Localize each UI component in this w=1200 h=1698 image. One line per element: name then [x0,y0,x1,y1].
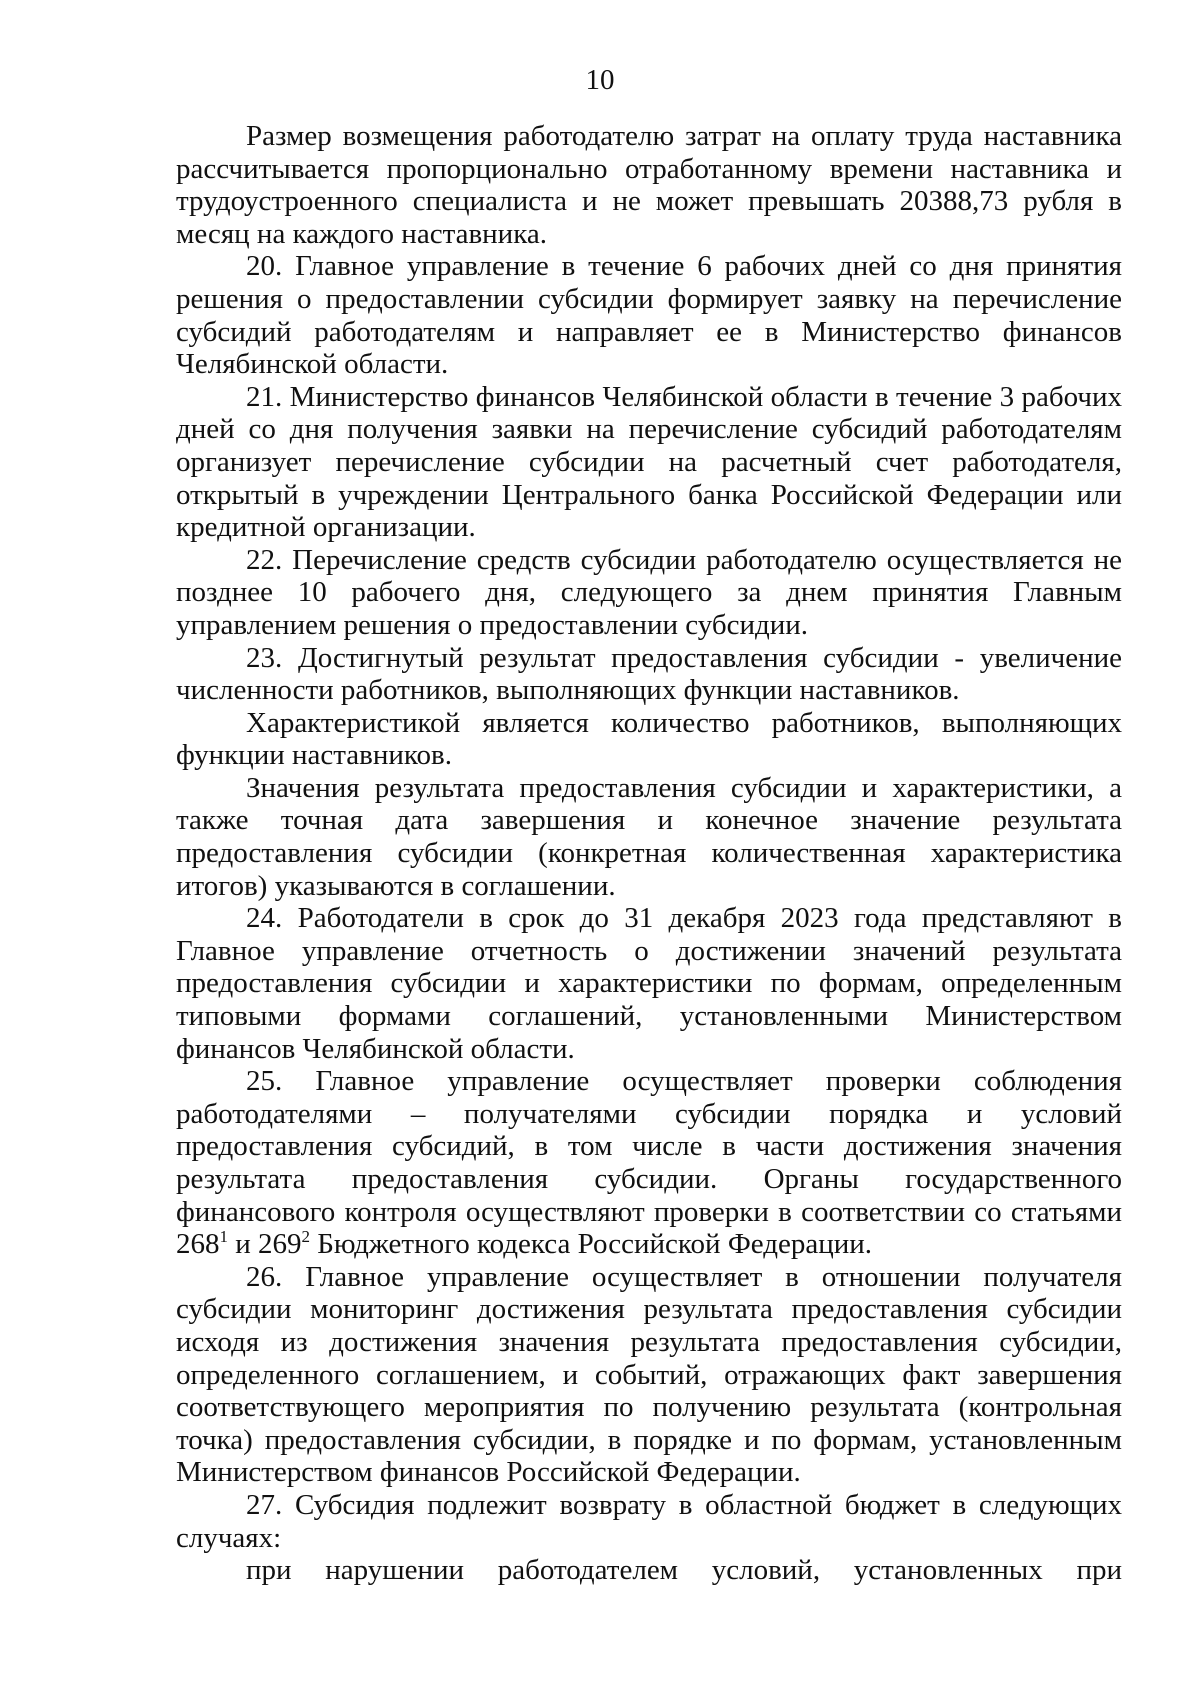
document-body [176,120,1122,1587]
paragraph-result-values: Значения результата предоставления субсидии и характеристики, а также точная дата завершения и конечное значение результата предоставления субсидии (конкретная количественная характеристика итогов) указываются в соглашении. [176,771,1122,902]
paragraph-characteristic: Характеристикой является количество работников, выполняющих функции наставников. [176,706,1122,772]
paragraph-24: 24. Работодатели в срок до 31 декабря 2023 года представляют в Главное управление отчетность о достижении значений результата предоставления субсидии и характеристики по формам, определенным типовыми формами соглашений, установленными Министерством финансов Челябинской области. [176,902,1122,1065]
page-number: 10 [585,64,615,96]
paragraph-mentor-compensation: Размер возмещения работодателю затрат на оплату труда наставника рассчитывается пропорционально отработанному времени наставника и трудоустроенного специалиста и не может превышать 20388,73 рубля в месяц на каждого наставника. [176,120,1122,250]
paragraph-26: 26. Главное управление осуществляет в отношении получателя субсидии мониторинг достижения результата предоставления субсидии исходя из достижения значения результата предоставления субсидии, определенного соглашением, и событий, отражающих факт завершения соответствующего мероприятия по получению результата (контрольная точка) предоставления субсидии, в порядке и по формам, установленным Министерством финансов Российской Федерации. [176,1260,1122,1489]
paragraph-27-continuation: при нарушении работодателем условий, установленных при [246,1554,1122,1587]
paragraph-21: 21. Министерство финансов Челябинской области в течение 3 рабочих дней со дня получения заявки на перечисление субсидий работодателям организует перечисление субсидии на расчетный счет работодателя, открытый в учреждении Центрального банка Российской Федерации или кредитной организации. [176,380,1122,544]
superscript-2: 2 [301,1227,311,1247]
paragraph-20: 20. Главное управление в течение 6 рабочих дней со дня принятия решения о предоставлении субсидии формирует заявку на перечисление субсидий работодателям и направляет ее в Министерство финансов Челябинской области. [176,250,1122,381]
superscript-1: 1 [219,1227,228,1247]
paragraph-22: 22. Перечисление средств субсидии работодателю осуществляется не позднее 10 рабочего дня, следующего за днем принятия Главным управлением решения о предоставлении субсидии. [176,543,1122,641]
paragraph-27: 27. Субсидия подлежит возврату в областной бюджет в следующих случаях: [176,1488,1122,1554]
paragraph-25-text-3: Бюджетного кодекса Российской Федерации. [310,1228,873,1261]
paragraph-25-text-1: 25. Главное управление осуществляет проверки соблюдения работодателями – получателями субсидии порядка и условий предоставления субсидий, в том числе в части достижения значения результата предоставления субсидии. Органы государственного финансового контроля осуществляют проверки в соответствии со статьями 268 [176,1065,1122,1261]
paragraph-25 [176,1065,1122,1261]
paragraph-23: 23. Достигнутый результат предоставления субсидии - увеличение численности работников, выполняющих функции наставников. [176,641,1122,707]
paragraph-25-text-2: и 269 [228,1228,302,1261]
